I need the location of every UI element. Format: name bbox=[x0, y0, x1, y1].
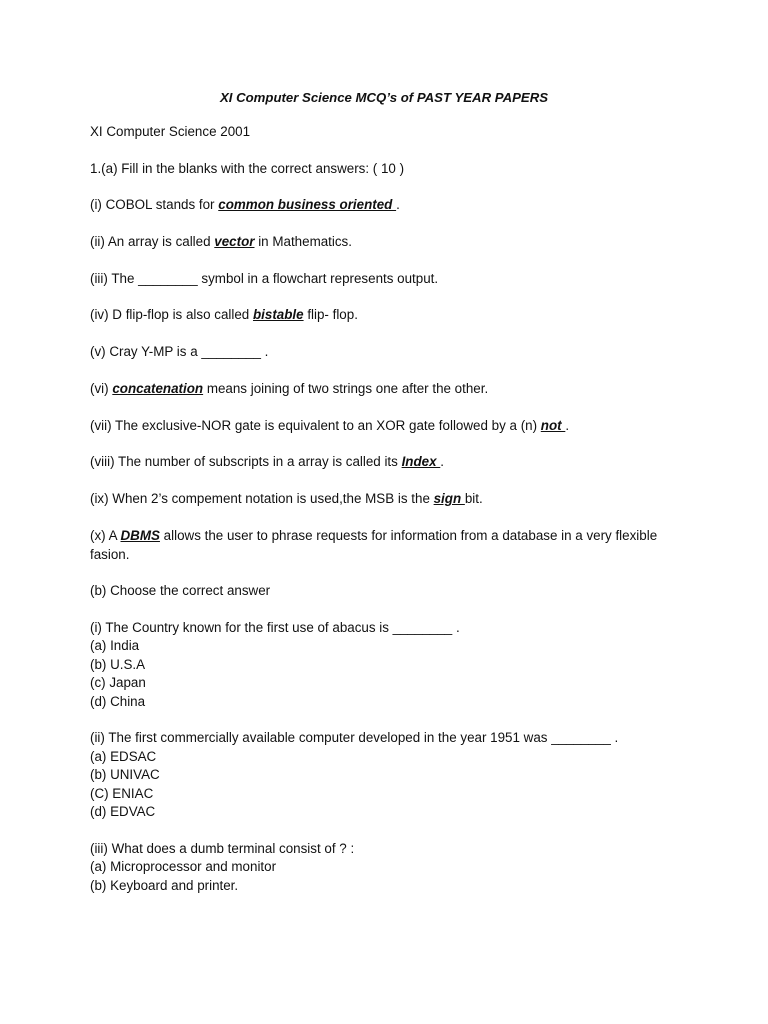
mcq-option: (a) EDSAC bbox=[90, 749, 157, 764]
fill-item-vi-tail: means joining of two strings one after the other. bbox=[203, 381, 489, 396]
fill-item-x bbox=[90, 527, 690, 564]
page-title: XI Computer Science MCQ’s of PAST YEAR PAPERS bbox=[219, 90, 549, 105]
mcq-question-i: (i) The Country known for the first use of abacus is ________ . bbox=[90, 620, 460, 635]
fill-item-x-answer: DBMS bbox=[120, 528, 160, 543]
fill-item-ii bbox=[90, 233, 352, 252]
question-1b-heading: (b) Choose the correct answer bbox=[90, 583, 271, 598]
mcq-option: (b) UNIVAC bbox=[90, 767, 160, 782]
fill-item-viii-text: (viii) The number of subscripts in a array is called its bbox=[90, 454, 402, 469]
mcq-option: (b) U.S.A bbox=[90, 657, 146, 672]
fill-item-ix-text: (ix) When 2’s compement notation is used,the MSB is the bbox=[90, 491, 434, 506]
fill-item-viii bbox=[90, 453, 444, 472]
fill-item-iv-tail: flip- flop. bbox=[303, 307, 358, 322]
fill-item-x-tail: allows the user to phrase requests for information from a database in a very flexible fasion. bbox=[90, 528, 658, 562]
mcq-question-iii: (iii) What does a dumb terminal consist of ? : bbox=[90, 841, 355, 856]
fill-item-vii bbox=[90, 417, 569, 436]
fill-item-iv-answer: bistable bbox=[252, 307, 304, 322]
fill-item-iv-text: (iv) D flip-flop is also called bbox=[90, 307, 253, 322]
fill-item-i-text: (i) COBOL stands for bbox=[90, 197, 219, 212]
fill-item-i bbox=[90, 196, 400, 215]
fill-item-x-text: (x) A bbox=[90, 528, 121, 543]
fill-item-viii-answer: Index bbox=[401, 454, 441, 469]
fill-item-ii-tail: in Mathematics. bbox=[254, 234, 352, 249]
fill-item-i-tail: . bbox=[396, 197, 400, 212]
fill-item-vi bbox=[90, 380, 488, 399]
fill-item-vi-answer: concatenation bbox=[112, 381, 204, 396]
fill-item-i-answer: common business oriented bbox=[218, 197, 397, 212]
mcq-option: (a) India bbox=[90, 638, 140, 653]
mcq-question-ii: (ii) The first commercially available computer developed in the year 1951 was ________ . bbox=[90, 730, 619, 745]
mcq-option: (d) China bbox=[90, 694, 146, 709]
fill-item-vii-tail: . bbox=[565, 418, 570, 433]
fill-item-viii-tail: . bbox=[440, 454, 445, 469]
fill-item-iv bbox=[90, 306, 358, 325]
mcq-option: (a) Microprocessor and monitor bbox=[90, 859, 277, 874]
fill-item-iii: (iii) The ________ symbol in a flowchart represents output. bbox=[90, 271, 439, 286]
fill-item-ix-tail: bit. bbox=[464, 491, 483, 506]
fill-item-ix bbox=[90, 490, 483, 509]
fill-item-ii-text: (ii) An array is called bbox=[90, 234, 215, 249]
mcq-option: (C) ENIAC bbox=[90, 786, 154, 801]
question-1a-heading: 1.(a) Fill in the blanks with the correct answers: ( 10 ) bbox=[90, 161, 405, 176]
mcq-option: (c) Japan bbox=[90, 675, 146, 690]
mcq-option: (d) EDVAC bbox=[90, 804, 156, 819]
fill-item-v: (v) Cray Y-MP is a ________ . bbox=[90, 344, 269, 359]
fill-item-ii-answer: vector bbox=[214, 234, 255, 249]
fill-item-vii-text: (vii) The exclusive-NOR gate is equivalent to an XOR gate followed by a (n) bbox=[90, 418, 541, 433]
fill-item-ix-answer: sign bbox=[433, 491, 465, 506]
fill-item-vii-answer: not bbox=[540, 418, 566, 433]
mcq-option: (b) Keyboard and printer. bbox=[90, 878, 239, 893]
fill-item-vi-text: (vi) bbox=[90, 381, 113, 396]
year-heading: XI Computer Science 2001 bbox=[90, 124, 251, 139]
